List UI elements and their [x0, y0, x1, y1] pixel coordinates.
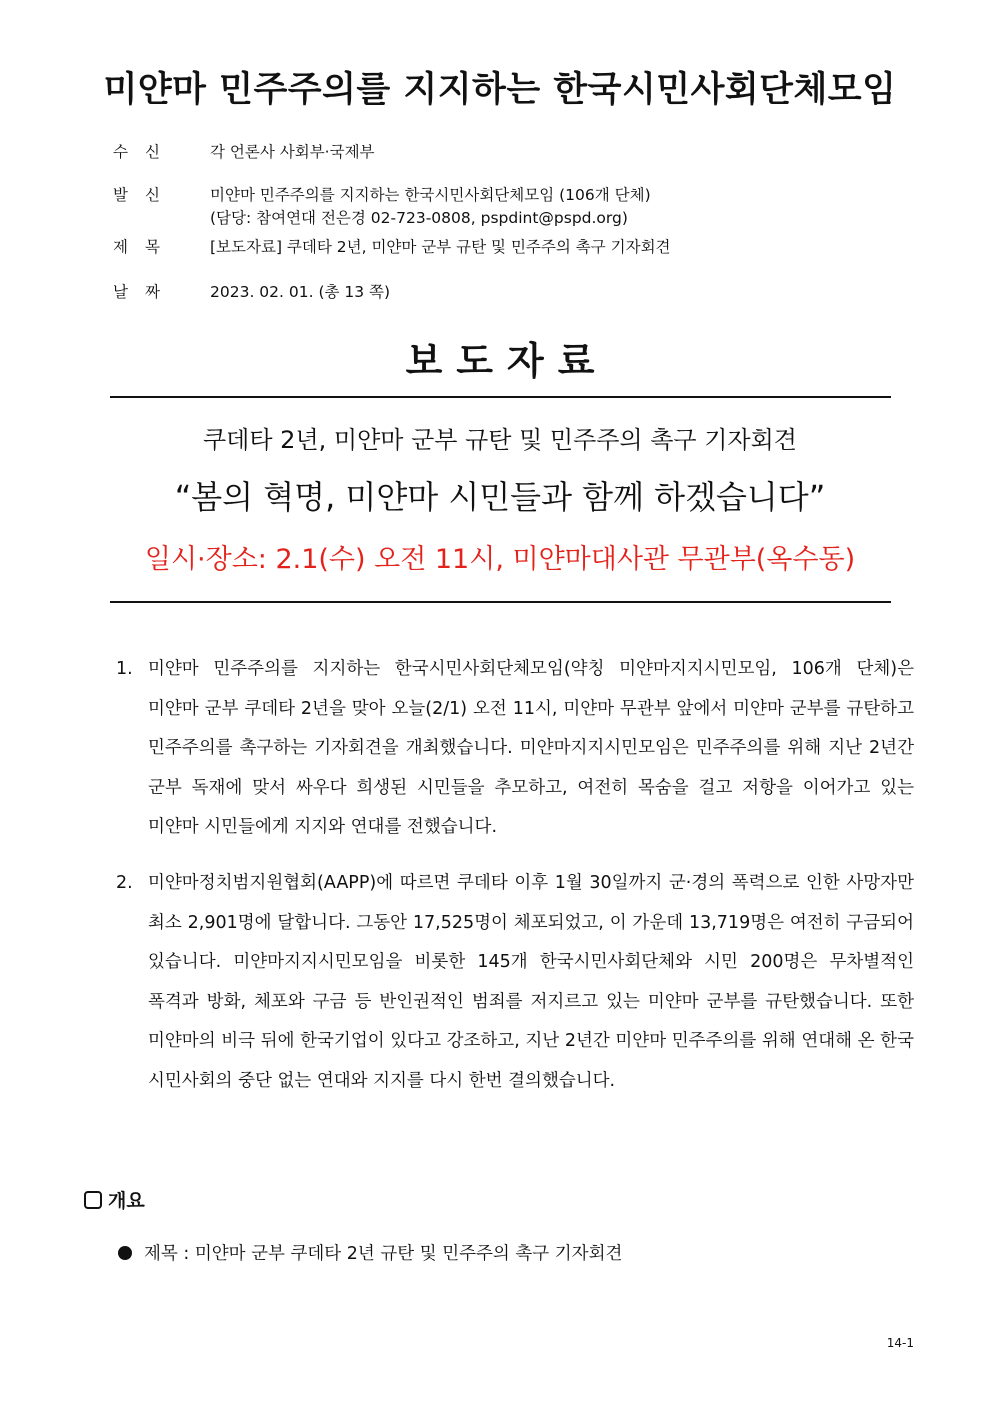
headline-quote: “봄의 혁명, 미얀마 시민들과 함께 하겠습니다” [174, 478, 826, 516]
paragraph-number: 2. [116, 873, 133, 893]
overview-heading [84, 1186, 145, 1213]
bullet-icon [118, 1246, 132, 1260]
paragraph-1 [116, 650, 916, 848]
top-divider [110, 396, 891, 398]
overview-item-text: 제목 : 미얀마 군부 쿠데타 2년 규탄 및 민주주의 촉구 기자회견 [144, 1244, 623, 1264]
meta-value: 미얀마 민주주의를 지지하는 한국시민사회단체모임 (106개 단체) [210, 186, 651, 204]
meta-value: 각 언론사 사회부·국제부 [210, 143, 375, 161]
paragraph-text: 미얀마 민주주의를 지지하는 한국시민사회단체모임(약칭 미얀마지지시민모임, 106개 단체)은 미얀마 군부 쿠데타 2년을 맞아 오늘(2/1) 오전 11시, 미얀마 무관부 앞에서 미얀마 군부를 규탄하고 민주주의를 촉구하는 기자회견을 개최했습니다. 미얀마지지시민모임은 민주주의를 위해 지난 2년간 군부 독재에 맞서 싸우다 희생된 시민들을 추모하고, 여전히 목숨을 걸고 저항을 이어가고 있는 미얀마 시민들에게 지지와 연대를 전했습니다. [148, 659, 914, 837]
overview-heading-text: 개요 [108, 1190, 145, 1212]
bottom-divider [110, 601, 891, 603]
headline-subtitle: 쿠데타 2년, 미얀마 군부 규탄 및 민주주의 촉구 기자회견 [203, 426, 797, 454]
meta-label: 발신 [113, 186, 177, 204]
paragraph-text: 미얀마정치범지원협회(AAPP)에 따르면 쿠데타 이후 1월 30일까지 군·경의 폭력으로 인한 사망자만 최소 2,901명에 달합니다. 그동안 17,525명이 체포되었고, 이 가운데 13,719명은 여전히 구금되어 있습니다. 미얀마지지시민모임을 비롯한 145개 한국시민사회단체와 시민 200명은 무차별적인 폭격과 방화, 체포와 구금 등 반인권적인 범죄를 저지르고 있는 미얀마 군부를 규탄했습니다. 또한 미얀마의 비극 뒤에 한국기업이 있다고 강조하고, 지난 2년간 미얀마 민주주의를 위해 연대해 온 한국 시민사회의 중단 없는 연대와 지지를 다시 한번 결의했습니다. [148, 873, 914, 1091]
headline-time-place: 일시·장소: 2.1(수) 오전 11시, 미얀마대사관 무관부(옥수동) [144, 544, 856, 575]
paragraph-number: 1. [116, 659, 133, 679]
overview-item [118, 1240, 622, 1265]
organization-title: 미얀마 민주주의를 지지하는 한국시민사회단체모임 [103, 70, 897, 110]
page-number: 14-1 [886, 1336, 914, 1350]
meta-value-contact: (담당: 참여연대 전은경 02-723-0808, pspdint@pspd.org) [210, 209, 628, 227]
square-icon [84, 1191, 102, 1209]
meta-value: [보도자료] 쿠데타 2년, 미얀마 군부 규탄 및 민주주의 촉구 기자회견 [210, 238, 671, 256]
meta-label: 제목 [113, 238, 177, 256]
meta-label: 수신 [113, 143, 177, 161]
meta-value: 2023. 02. 01. (총 13 쪽) [210, 283, 391, 301]
paragraph-2 [116, 864, 916, 1101]
press-release-title: 보도자료 [405, 339, 609, 383]
meta-label: 날짜 [113, 283, 177, 301]
